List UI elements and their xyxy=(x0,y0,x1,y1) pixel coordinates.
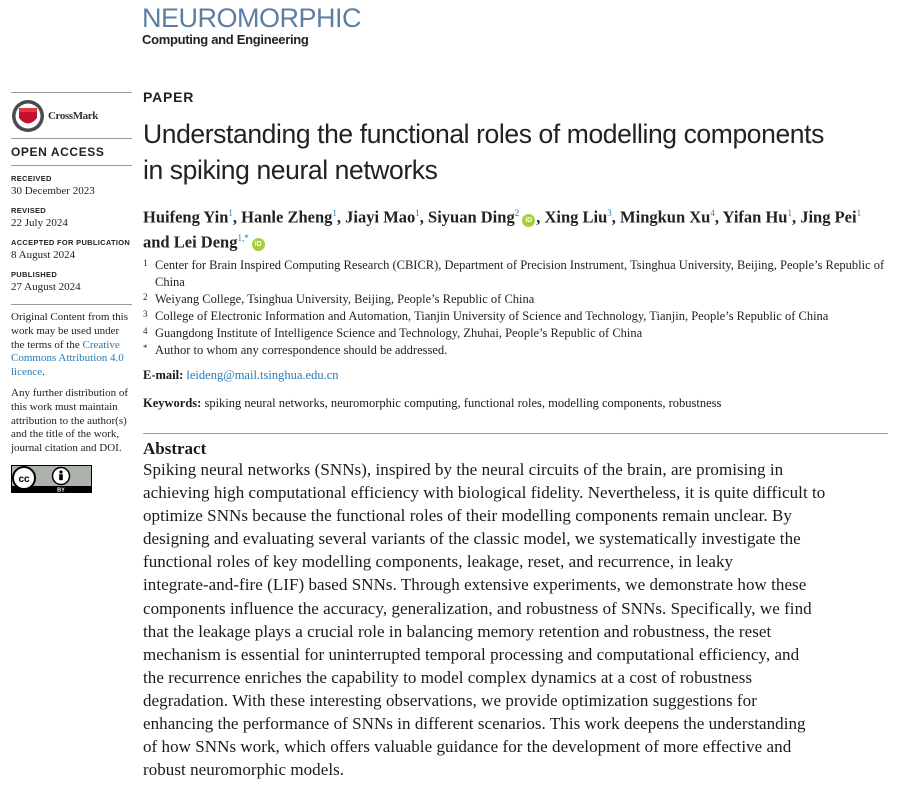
date-published xyxy=(11,270,132,294)
abstract-line: components influence the accuracy, generalization, and robustness of SNNs. Specifically, we find xyxy=(143,598,812,618)
abstract-text xyxy=(143,458,888,781)
date-label: ACCEPTED FOR PUBLICATION xyxy=(11,238,131,247)
author-name[interactable]: Lei Deng xyxy=(173,232,238,251)
author-list: Huifeng Yin$^1$, Hanle Zheng$^1$, Jiayi Mao$^1$, Siyuan Ding$^2$iD , Xing Liu$^3$, Mingkun Xu$^4$, Yifan Hu$^1$, Jing Pei$^1$ and Lei Deng$^{1,*}$iD xyxy=(143,207,862,251)
date-value: 30 December 2023 xyxy=(11,185,95,197)
article-sidebar xyxy=(11,92,132,498)
and-word: and xyxy=(143,232,170,251)
cc-licence-link[interactable]: Creative Commons Attribution 4.0 licence xyxy=(11,338,124,379)
abstract-line: optimize SNNs because the functional roles of their modelling components remain unclear. By xyxy=(143,506,792,526)
author-affil-ref: 1 xyxy=(228,208,233,218)
author-name[interactable]: Huifeng Yin xyxy=(143,207,229,227)
title-line: in spiking neural networks xyxy=(143,155,438,185)
date-value: 8 August 2024 xyxy=(11,249,76,261)
affiliation-item xyxy=(143,257,888,291)
license-paragraph: Any further distribution of this work must maintain attribution to the author(s) and the title of the work, journal citation and DOI. xyxy=(11,386,129,455)
affiliation-list xyxy=(143,257,888,359)
abstract-divider xyxy=(143,433,888,434)
affiliation-text: Guangdong Institute of Intelligence Science and Technology, Zhuhai, People’s Republic of China xyxy=(155,326,643,340)
author-name[interactable]: Siyuan Ding xyxy=(428,207,515,227)
abstract-line: Spiking neural networks (SNNs), inspired by the neural circuits of the brain, are promising in xyxy=(143,460,784,479)
sidebar-divider xyxy=(11,165,132,166)
abstract-line: robust neuromorphic models. xyxy=(143,760,345,780)
article-type-label: PAPER xyxy=(143,89,195,105)
affiliation-number: 4 xyxy=(143,326,148,336)
journal-header xyxy=(142,4,361,48)
author-affil-ref: 1 xyxy=(856,208,862,218)
orcid-icon[interactable]: iD xyxy=(522,214,535,227)
abstract-line: of how SNNs work, which offers valuable guidance for the development of more effective and xyxy=(143,737,792,757)
crossmark-icon xyxy=(11,99,45,133)
affiliation-number: 2 xyxy=(143,292,148,302)
author-name[interactable]: Mingkun Xu xyxy=(620,207,711,227)
crossmark-button[interactable] xyxy=(11,94,132,138)
author-affil-ref: 3 xyxy=(607,208,612,218)
affiliation-item xyxy=(143,342,888,359)
author-affil-ref: 1 xyxy=(787,208,792,218)
author-name[interactable]: Yifan Hu xyxy=(722,207,788,227)
sidebar-divider xyxy=(11,304,132,305)
author-affil-ref: 2 xyxy=(514,208,520,218)
date-value: 22 July 2024 xyxy=(11,217,68,229)
author-name[interactable]: Jing Pei xyxy=(800,207,857,227)
abstract-line: integrate-and-fire (LIF) based SNNs. Through extensive experiments, we demonstrate how these xyxy=(143,575,807,595)
cc-badge-label: BY xyxy=(57,487,65,493)
journal-subtitle: Computing and Engineering xyxy=(142,32,309,47)
date-revised xyxy=(11,206,132,230)
abstract-line: achieving high computational efficiency with biological fidelity. Nevertheless, it is quite difficult to xyxy=(143,483,826,503)
keywords-text: spiking neural networks, neuromorphic computing, functional roles, modelling components, robustness xyxy=(204,396,722,410)
abstract-line: functional roles of key modelling components, leakage, reset, and recurrence, in leaky xyxy=(143,552,734,572)
orcid-icon[interactable]: iD xyxy=(252,238,265,251)
affiliation-number: 1 xyxy=(143,258,148,268)
date-label: PUBLISHED xyxy=(11,270,58,279)
author-affil-ref: 1,* xyxy=(237,232,249,243)
abstract-line: designing and evaluating several variants of the classic model, we systematically investigate the xyxy=(143,529,801,549)
abstract-line: that the leakage plays a crucial role in balancing memory retention and robustness, the reset xyxy=(143,621,772,641)
keywords-label: Keywords: xyxy=(143,396,202,410)
author-name[interactable]: Jiayi Mao xyxy=(345,207,416,227)
correspondence-email xyxy=(143,368,888,383)
affiliation-text: Center for Brain Inspired Computing Research (CBICR), Department of Precision Instrument, Tsinghua University, Beijing, People’s Republic of China xyxy=(155,258,885,289)
sidebar-divider xyxy=(11,92,132,93)
email-link[interactable]: leideng@mail.tsinghua.edu.cn xyxy=(186,368,339,382)
license-text-end: . xyxy=(42,366,45,379)
author-affil-ref: 4 xyxy=(710,208,715,218)
affiliation-number: * xyxy=(143,343,148,353)
date-accepted xyxy=(11,238,132,262)
date-label: REVISED xyxy=(11,206,47,215)
crossmark-label: CrossMark xyxy=(48,110,98,122)
journal-name: NEUROMORPHIC xyxy=(142,3,362,33)
article-main xyxy=(143,89,888,781)
date-value: 27 August 2024 xyxy=(11,281,81,293)
email-label: E-mail: xyxy=(143,368,184,382)
affiliation-item xyxy=(143,308,888,325)
affiliation-text: Author to whom any correspondence should be addressed. xyxy=(155,343,448,357)
open-access-label: OPEN ACCESS xyxy=(11,145,105,159)
license-notice xyxy=(11,311,132,456)
affiliation-item xyxy=(143,325,888,342)
article-title xyxy=(143,116,888,188)
date-received xyxy=(11,174,132,198)
author-name[interactable]: Xing Liu xyxy=(544,207,608,227)
abstract-line: the recurrence enriches the capability to model complex dynamics at a cost of robustness xyxy=(143,667,753,687)
abstract-line: mechanism is essential for uninterrupted temporal processing and computational efficiency, and xyxy=(143,644,800,664)
license-text: Original Content from this work may be used under the terms of the xyxy=(11,311,129,351)
affiliation-text: Weiyang College, Tsinghua University, Beijing, People’s Republic of China xyxy=(155,292,535,306)
author-name[interactable]: Hanle Zheng xyxy=(241,207,333,227)
date-label: RECEIVED xyxy=(11,174,52,183)
author-affil-ref: 1 xyxy=(332,208,337,218)
affiliation-item xyxy=(143,291,888,308)
title-line: Understanding the functional roles of modelling components xyxy=(143,119,824,149)
abstract-line: degradation. With these interesting observations, we provide optimization suggestions for xyxy=(143,690,757,710)
abstract-line: enhancing the performance of SNNs in different scenarios. This work deepens the understanding xyxy=(143,714,806,734)
sidebar-divider xyxy=(11,138,132,139)
abstract-heading: Abstract xyxy=(143,439,207,458)
license-paragraph xyxy=(11,311,132,380)
cc-by-icon[interactable] xyxy=(11,465,92,493)
affiliation-text: College of Electronic Information and Automation, Tianjin University of Science and Technology, Tianjin, People’s Republic of China xyxy=(155,309,829,323)
svg-text:cc: cc xyxy=(18,473,30,485)
keywords xyxy=(143,396,888,411)
affiliation-number: 3 xyxy=(143,309,148,319)
author-affil-ref: 1 xyxy=(415,208,420,218)
